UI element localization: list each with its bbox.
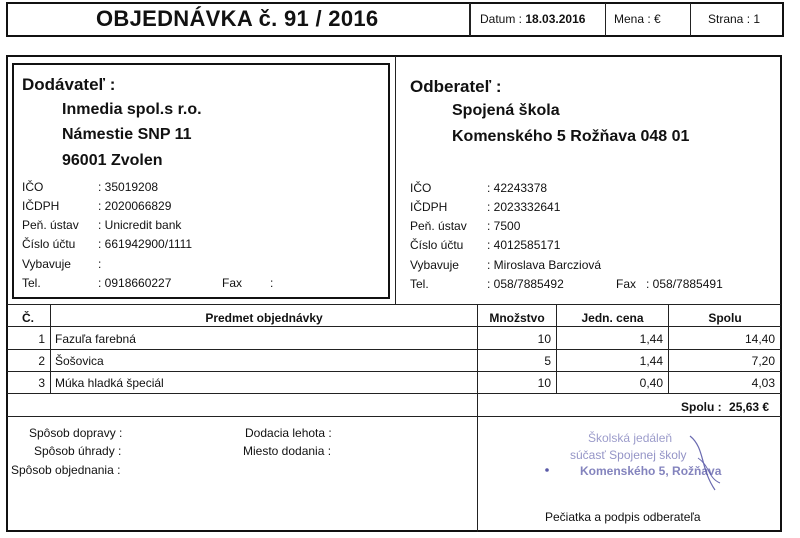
supplier-fax-label: Fax <box>222 276 243 290</box>
sum-label: Spolu : <box>681 400 722 414</box>
customer-ico-value: : 42243378 <box>487 181 548 195</box>
stamp-line: Komenského 5, Rožňava <box>580 464 722 478</box>
date-value: 18.03.2016 <box>525 12 586 26</box>
supplier-heading: Dodávateľ : <box>22 75 116 94</box>
customer-phone-label: Tel. <box>410 277 429 291</box>
customer-address: Komenského 5 Rožňava 048 01 <box>452 128 690 145</box>
row-number: 2 <box>38 354 45 368</box>
customer-phone-value: : 058/7885492 <box>487 277 564 291</box>
customer-heading: Odberateľ : <box>410 77 502 96</box>
table-bottom-border <box>7 393 781 394</box>
supplier-handler-label: Vybavuje <box>22 257 71 271</box>
table-row-border <box>7 371 781 372</box>
stamp-line: súčasť Spojenej školy <box>570 448 687 462</box>
row-total: 14,40 <box>744 332 775 346</box>
row-total: 4,03 <box>751 376 775 390</box>
page-label: Strana : <box>708 12 751 26</box>
customer-account-label: Číslo účtu <box>410 238 464 252</box>
header-divider <box>469 3 471 36</box>
col-header-unit-price: Jedn. cena <box>581 311 644 325</box>
transport-label: Spôsob dopravy : <box>29 426 123 440</box>
customer-handler-value: : Miroslava Barcziová <box>487 258 602 272</box>
currency-value: € <box>654 12 661 26</box>
supplier-ico-label: IČO <box>22 180 44 194</box>
page-value: 1 <box>753 12 761 26</box>
delivery-term-label: Dodacia lehota : <box>245 426 332 440</box>
col-header-item: Predmet objednávky <box>205 311 323 325</box>
row-number: 1 <box>38 332 45 346</box>
customer-fax-value: : 058/7885491 <box>646 277 723 291</box>
customer-handler-label: Vybavuje <box>410 258 459 272</box>
row-unit-price: 1,44 <box>639 332 663 346</box>
row-quantity: 10 <box>537 376 551 390</box>
customer-name: Spojená škola <box>452 102 560 119</box>
row-item: Fazuľa farebná <box>55 332 136 346</box>
supplier-phone-label: Tel. <box>22 276 41 290</box>
row-item: Múka hladká špeciál <box>55 376 164 390</box>
stamp-line: Školská jedáleň <box>588 431 673 445</box>
customer-fax-label: Fax <box>616 277 637 291</box>
supplier-street: Námestie SNP 11 <box>62 126 192 143</box>
sum-value: 25,63 € <box>729 400 770 414</box>
customer-icdph-value: : 2023332641 <box>487 200 561 214</box>
supplier-handler-value: : <box>98 257 102 271</box>
customer-bank-label: Peň. ústav <box>410 219 467 233</box>
sum-field <box>681 400 769 414</box>
col-header-number: Č. <box>22 311 34 325</box>
sum-bottom-border <box>7 416 781 417</box>
page-title: OBJEDNÁVKA č. 91 / 2016 <box>96 6 379 31</box>
row-quantity: 5 <box>544 354 551 368</box>
date-field <box>480 12 585 26</box>
order-method-label: Spôsob objednania : <box>11 463 121 477</box>
header-divider <box>690 3 691 36</box>
table-row-border <box>7 349 781 350</box>
supplier-account-label: Číslo účtu <box>22 237 76 251</box>
supplier-icdph-label: IČDPH <box>22 199 60 213</box>
row-total: 7,20 <box>751 354 775 368</box>
supplier-name: Inmedia spol.s r.o. <box>62 101 202 118</box>
currency-label: Mena : <box>614 12 651 26</box>
header-divider <box>605 3 606 36</box>
school-stamp <box>540 428 770 498</box>
payment-label: Spôsob úhrady : <box>34 444 122 458</box>
table-top-border <box>7 304 781 305</box>
supplier-ico-value: : 35019208 <box>98 180 159 194</box>
signature-label: Pečiatka a podpis odberateľa <box>545 510 701 524</box>
customer-icdph-label: IČDPH <box>410 200 448 214</box>
supplier-phone-value: : 0918660227 <box>98 276 172 290</box>
row-unit-price: 1,44 <box>639 354 663 368</box>
date-label: Datum : <box>480 12 523 26</box>
row-item: Šošovica <box>55 354 104 368</box>
delivery-place-label: Miesto dodania : <box>243 444 332 458</box>
supplier-city: 96001 Zvolen <box>62 152 163 169</box>
supplier-icdph-value: : 2020066829 <box>98 199 172 213</box>
currency-field <box>614 12 661 26</box>
row-quantity: 10 <box>537 332 551 346</box>
customer-account-value: : 4012585171 <box>487 238 561 252</box>
supplier-fax-value: : <box>270 276 274 290</box>
table-header-border <box>7 326 781 327</box>
col-header-total: Spolu <box>708 311 742 325</box>
col-header-quantity: Množstvo <box>489 311 545 325</box>
customer-ico-label: IČO <box>410 181 432 195</box>
row-unit-price: 0,40 <box>639 376 663 390</box>
page-field <box>708 12 760 26</box>
party-divider <box>395 56 396 304</box>
supplier-account-value: : 661942900/1111 <box>98 237 193 251</box>
supplier-bank-value: : Unicredit bank <box>98 218 182 232</box>
customer-bank-value: : 7500 <box>487 219 521 233</box>
row-number: 3 <box>38 376 45 390</box>
supplier-bank-label: Peň. ústav <box>22 218 79 232</box>
